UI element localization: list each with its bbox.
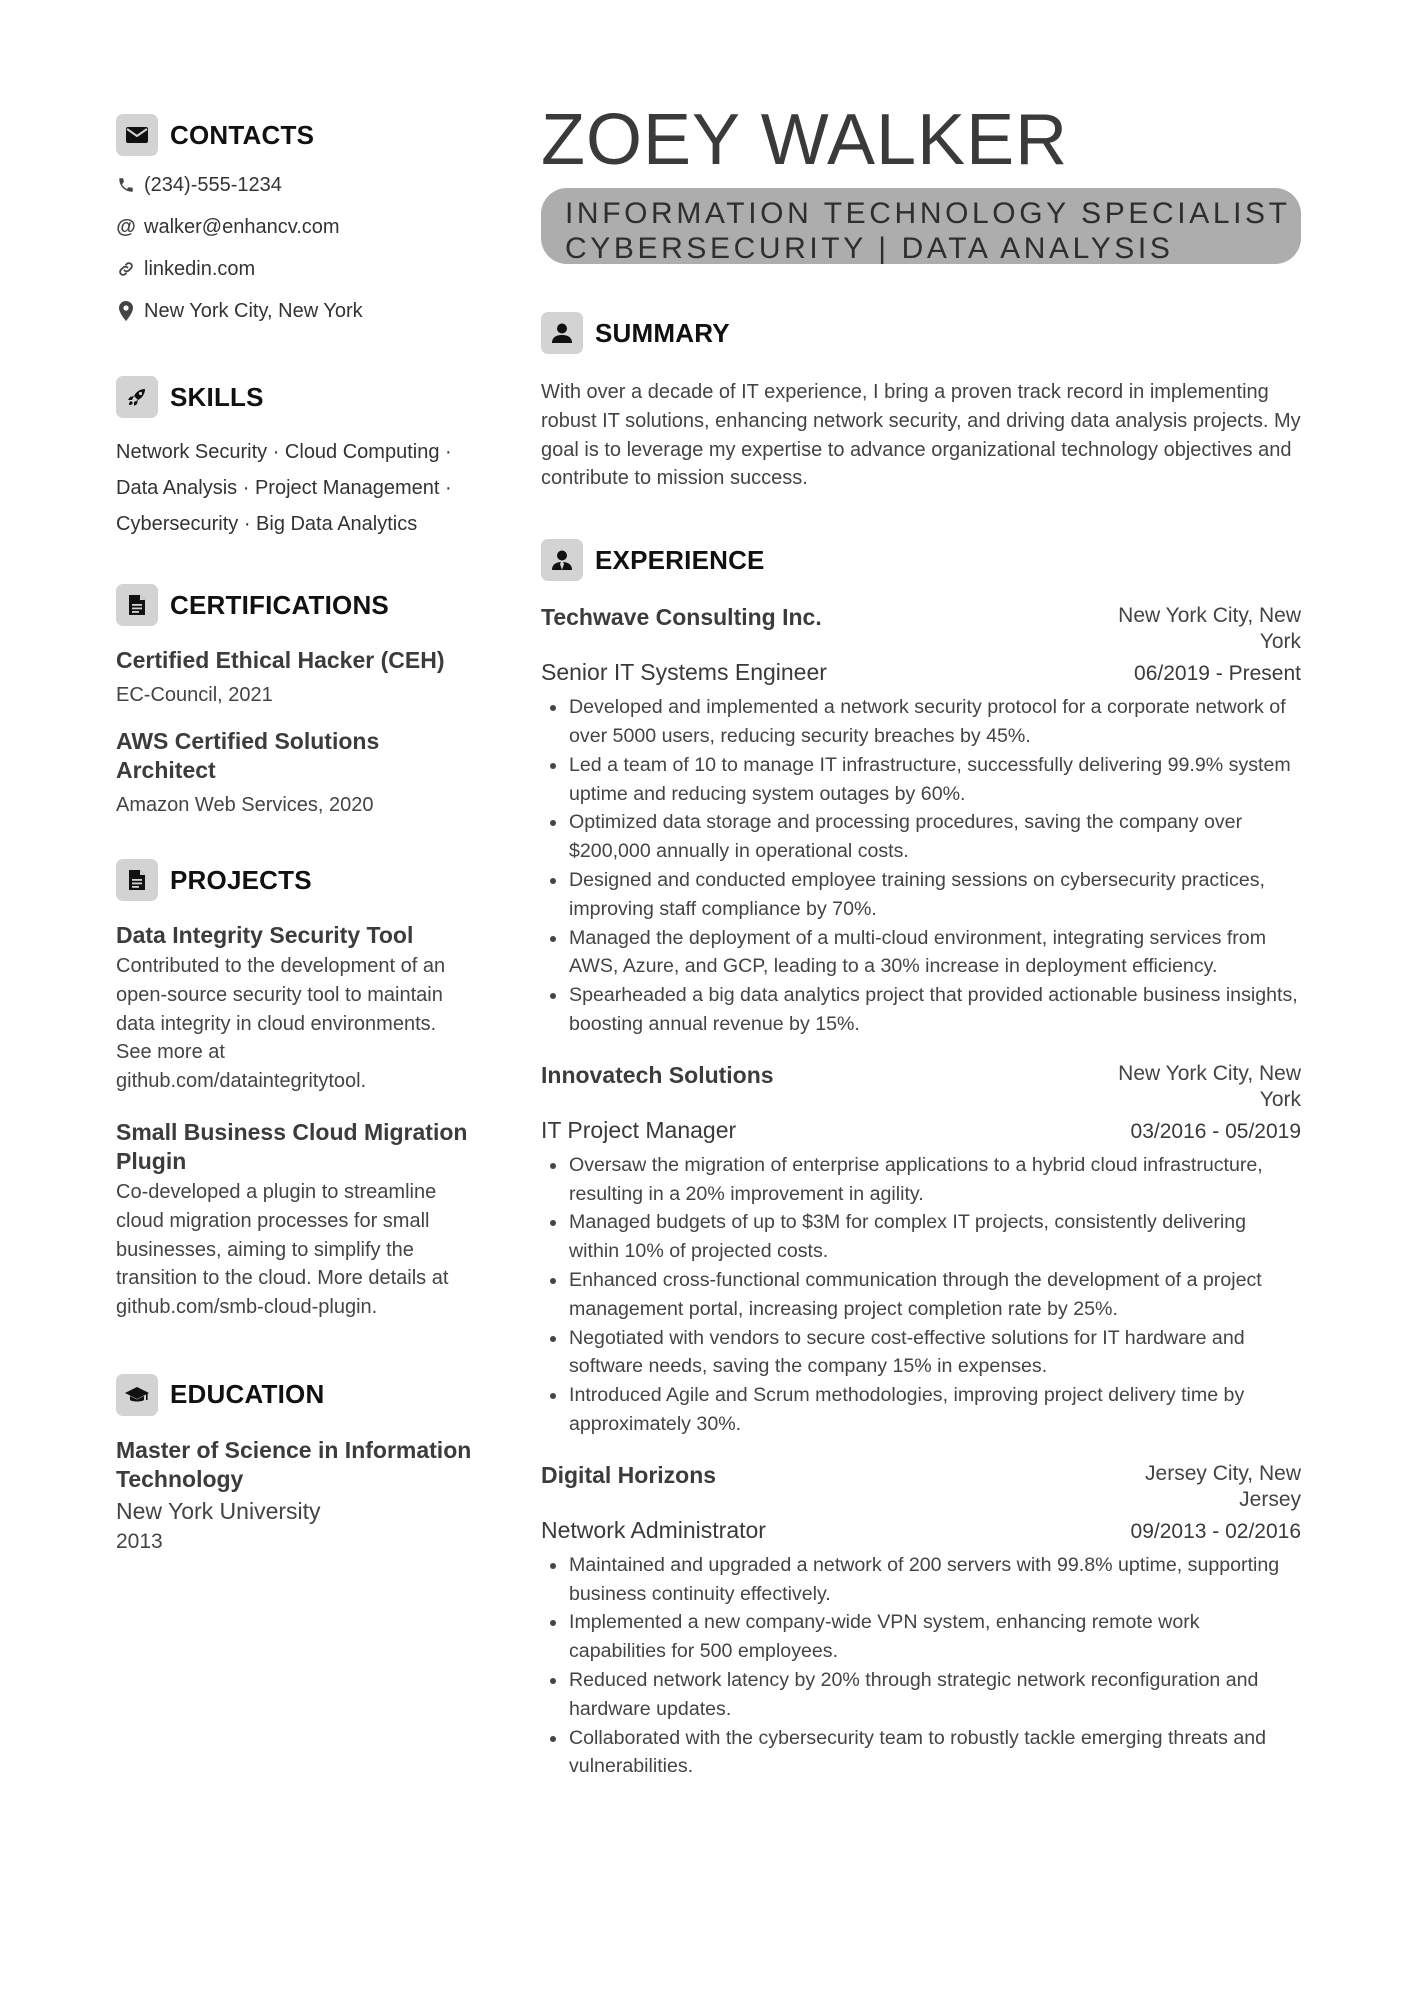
- title-banner: [541, 188, 1301, 264]
- candidate-name: ZOEY WALKER: [541, 100, 1069, 180]
- bullet-item: Enhanced cross-functional communication through the development of a project management portal, increasing project completion rate by 25%.: [541, 1266, 1301, 1324]
- skills-header: [116, 376, 476, 418]
- graduation-cap-icon: [116, 1374, 158, 1416]
- education-item: [116, 1436, 476, 1556]
- email-link[interactable]: walker@enhancv.com: [144, 215, 340, 238]
- contact-location: [116, 290, 476, 332]
- project-item: [116, 921, 476, 1096]
- job-entry: [541, 603, 1301, 1039]
- at-icon: @: [116, 215, 136, 238]
- job-location: New York City, New York: [1118, 1061, 1301, 1111]
- contacts-heading: CONTACTS: [170, 119, 315, 150]
- bullet-item: Maintained and upgraded a network of 200 servers with 99.8% uptime, supporting business continuity effectively.: [541, 1551, 1301, 1609]
- phone-text: (234)-555-1234: [144, 173, 282, 196]
- summary-heading: SUMMARY: [595, 317, 730, 348]
- job-bullets: [541, 1151, 1301, 1439]
- job-entry: [541, 1461, 1301, 1781]
- skills-line: Cybersecurity · Big Data Analytics: [116, 513, 418, 535]
- education-heading: EDUCATION: [170, 1379, 325, 1410]
- bullet-item: Spearheaded a big data analytics project that provided actionable business insights, boosting annual revenue by 15%.: [541, 981, 1301, 1039]
- contact-linkedin: [116, 248, 476, 290]
- company-name: Innovatech Solutions: [541, 1061, 774, 1088]
- bullet-item: Developed and implemented a network security protocol for a corporate network of over 5000 users, reducing security breaches by 45%.: [541, 693, 1301, 751]
- professional-icon: [541, 539, 583, 581]
- bullet-item: Optimized data storage and processing procedures, saving the company over $200,000 annually in operational costs.: [541, 808, 1301, 866]
- phone-icon: [116, 175, 136, 195]
- job-role: Senior IT Systems Engineer: [541, 659, 827, 686]
- bullet-item: Managed budgets of up to $3M for complex IT projects, consistently delivering within 10% of projected costs.: [541, 1208, 1301, 1266]
- certifications-heading: CERTIFICATIONS: [170, 589, 389, 620]
- education-header: [116, 1374, 476, 1416]
- job-role: Network Administrator: [541, 1516, 766, 1543]
- skills-line: Network Security · Cloud Computing ·: [116, 441, 452, 463]
- location-text: New York City, New York: [144, 299, 363, 322]
- cert-issuer: Amazon Web Services, 2020: [116, 794, 374, 816]
- cert-item: [116, 727, 476, 819]
- user-icon: [541, 312, 583, 354]
- bullet-item: Introduced Agile and Scrum methodologies, improving project delivery time by approximately 30%.: [541, 1381, 1301, 1439]
- bullet-item: Managed the deployment of a multi-cloud environment, integrating services from AWS, Azure, and GCP, leading to a 30% increase in deployment efficiency.: [541, 924, 1301, 982]
- project-description: Contributed to the development of an open-source security tool to maintain data integrity in cloud environments. See more at github.com/dataintegritytool.: [116, 955, 446, 1093]
- project-title: Small Business Cloud Migration Plugin: [116, 1118, 468, 1174]
- job-location: Jersey City, New Jersey: [1145, 1461, 1301, 1511]
- document-icon: [116, 584, 158, 626]
- cert-item: [116, 646, 476, 709]
- skills-line: Data Analysis · Project Management ·: [116, 477, 452, 499]
- company-name: Techwave Consulting Inc.: [541, 604, 822, 631]
- projects-header: [116, 859, 476, 901]
- degree: Master of Science in Information Technology: [116, 1436, 472, 1492]
- job-dates: 03/2016 - 05/2019: [1130, 1119, 1301, 1143]
- bullet-item: Negotiated with vendors to secure cost-effective solutions for IT hardware and software needs, saving the company 15% in expenses.: [541, 1324, 1301, 1382]
- bullet-item: Implemented a new company-wide VPN system, enhancing remote work capabilities for 500 employees.: [541, 1608, 1301, 1666]
- contacts-header: [116, 114, 476, 156]
- projects-heading: PROJECTS: [170, 864, 312, 895]
- job-entry: [541, 1061, 1301, 1439]
- contact-email: [116, 206, 476, 248]
- link-icon: [116, 259, 136, 279]
- cert-title: Certified Ethical Hacker (CEH): [116, 647, 445, 673]
- summary-header: [541, 312, 1301, 354]
- envelope-icon: [116, 114, 158, 156]
- left-column: [116, 114, 476, 1556]
- rocket-icon: [116, 376, 158, 418]
- job-bullets: [541, 693, 1301, 1039]
- company-name: Digital Horizons: [541, 1461, 717, 1488]
- title-line: INFORMATION TECHNOLOGY SPECIALIST: [565, 197, 1291, 230]
- right-column: [541, 98, 1301, 1781]
- bullet-item: Reduced network latency by 20% through strategic network reconfiguration and hardware updates.: [541, 1666, 1301, 1724]
- cert-title: AWS Certified Solutions Architect: [116, 728, 380, 783]
- job-bullets: [541, 1551, 1301, 1781]
- skills-list: [116, 434, 476, 542]
- contact-phone: [116, 164, 476, 206]
- linkedin-link[interactable]: linkedin.com: [144, 257, 256, 280]
- document-icon: [116, 859, 158, 901]
- job-dates: 09/2013 - 02/2016: [1130, 1519, 1301, 1543]
- project-item: [116, 1118, 476, 1322]
- bullet-item: Collaborated with the cybersecurity team to robustly tackle emerging threats and vulnerabilities.: [541, 1724, 1301, 1782]
- certifications-header: [116, 584, 476, 626]
- experience-header: [541, 539, 1301, 581]
- project-description: Co-developed a plugin to streamline cloud migration processes for small businesses, aiming to simplify the transition to the cloud. More details at github.com/smb-cloud-plugin.: [116, 1180, 449, 1319]
- job-location: New York City, New York: [1118, 604, 1301, 654]
- bullet-item: Oversaw the migration of enterprise applications to a hybrid cloud infrastructure, resulting in a 20% improvement in agility.: [541, 1151, 1301, 1209]
- cert-issuer: EC-Council, 2021: [116, 684, 273, 706]
- bullet-item: Designed and conducted employee training sessions on cybersecurity practices, improving staff compliance by 70%.: [541, 866, 1301, 924]
- job-role: IT Project Manager: [541, 1116, 737, 1143]
- summary-text: With over a decade of IT experience, I bring a proven track record in implementing robust IT solutions, enhancing network security, and driving data analysis projects. My goal is to leverage my expertise to advance organizational technology objectives and contribute to mission success.: [541, 381, 1301, 490]
- job-dates: 06/2019 - Present: [1134, 662, 1301, 686]
- bullet-item: Led a team of 10 to manage IT infrastructure, successfully delivering 99.9% system uptime and reducing system outages by 60%.: [541, 751, 1301, 809]
- title-line: CYBERSECURITY | DATA ANALYSIS: [565, 232, 1174, 265]
- experience-heading: EXPERIENCE: [595, 544, 765, 575]
- project-title: Data Integrity Security Tool: [116, 922, 414, 948]
- school: New York University: [116, 1497, 321, 1524]
- graduation-year: 2013: [116, 1529, 163, 1553]
- skills-heading: SKILLS: [170, 381, 264, 412]
- location-pin-icon: [116, 301, 136, 321]
